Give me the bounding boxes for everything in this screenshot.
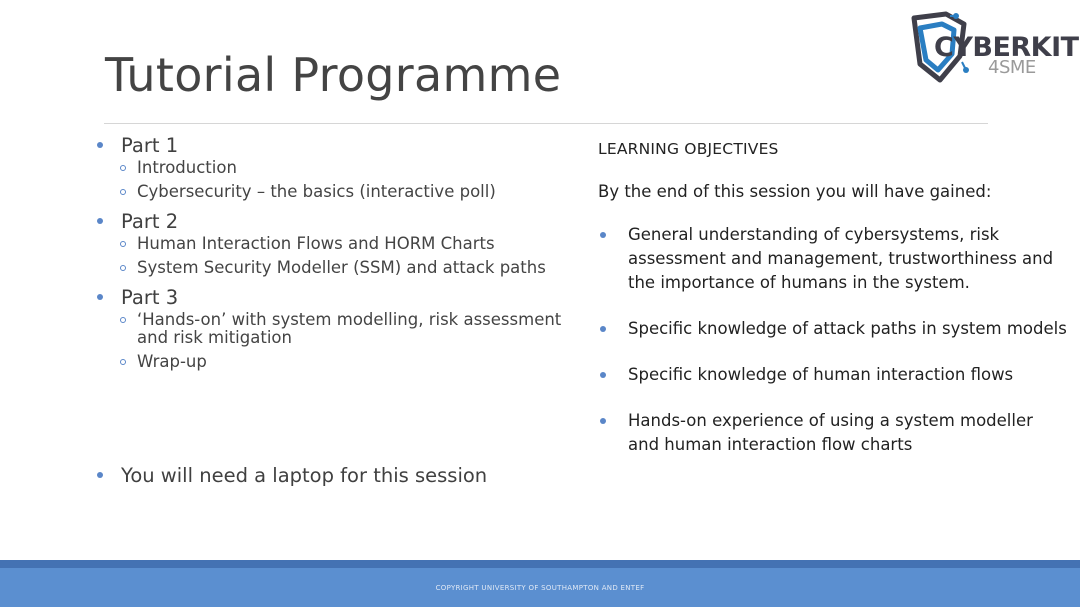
objectives-heading: LEARNING OBJECTIVES <box>598 140 779 158</box>
laptop-note-text: You will need a laptop for this session <box>121 464 488 487</box>
objective-text: Hands-on experience of using a system modeller and human interaction flow charts <box>628 411 1033 454</box>
sub-bullet-icon <box>120 359 126 365</box>
slide-title: Tutorial Programme <box>105 48 562 102</box>
logo-brand-text: CYBERKIT <box>934 32 1079 63</box>
bullet-icon <box>600 232 606 238</box>
part-item: Introduction <box>137 158 237 177</box>
bullet-icon <box>97 294 103 300</box>
logo-sub-text: 4SME <box>988 57 1036 78</box>
sub-bullet-icon <box>120 265 126 271</box>
learning-objectives <box>598 140 1068 457</box>
part-label: Part 2 <box>121 210 179 233</box>
bullet-icon <box>600 418 606 424</box>
sub-bullet-icon <box>120 165 126 171</box>
objective-item <box>598 363 1068 387</box>
objective-text: General understanding of cybersystems, risk assessment and management, trustworthiness and the importance of humans in the system. <box>628 225 1054 292</box>
part-2 <box>95 209 565 277</box>
bullet-icon <box>600 326 606 332</box>
part-label: Part 3 <box>121 286 179 309</box>
part-item: Wrap-up <box>137 352 207 371</box>
laptop-note <box>95 463 487 489</box>
bullet-icon <box>97 472 103 478</box>
objectives-intro: By the end of this session you will have gained: <box>598 182 992 201</box>
part-item: Human Interaction Flows and HORM Charts <box>137 234 495 253</box>
sub-bullet-icon <box>120 189 126 195</box>
footer-copyright: COPYRIGHT UNIVERSITY OF SOUTHAMPTON AND ENTEF <box>435 584 645 592</box>
part-item: System Security Modeller (SSM) and attack paths <box>137 258 546 277</box>
part-3 <box>95 285 565 371</box>
programme-list <box>95 133 565 379</box>
objective-item <box>598 409 1068 457</box>
objective-item <box>598 223 1068 295</box>
bullet-icon <box>600 372 606 378</box>
cyberkit-logo <box>906 10 1079 88</box>
part-1 <box>95 133 565 201</box>
sub-bullet-icon <box>120 241 126 247</box>
part-item: Cybersecurity – the basics (interactive poll) <box>137 182 496 201</box>
footer-top-band <box>0 560 1080 568</box>
title-divider <box>104 123 988 124</box>
part-label: Part 1 <box>121 134 179 157</box>
objective-text: Specific knowledge of attack paths in system models <box>628 319 1067 338</box>
sub-bullet-icon <box>120 317 126 323</box>
footer-bar <box>0 560 1080 607</box>
bullet-icon <box>97 142 103 148</box>
bullet-icon <box>97 218 103 224</box>
part-item: ‘Hands-on’ with system modelling, risk assessment and risk mitigation <box>137 310 562 347</box>
objective-item <box>598 317 1068 341</box>
objective-text: Specific knowledge of human interaction flows <box>628 365 1014 384</box>
